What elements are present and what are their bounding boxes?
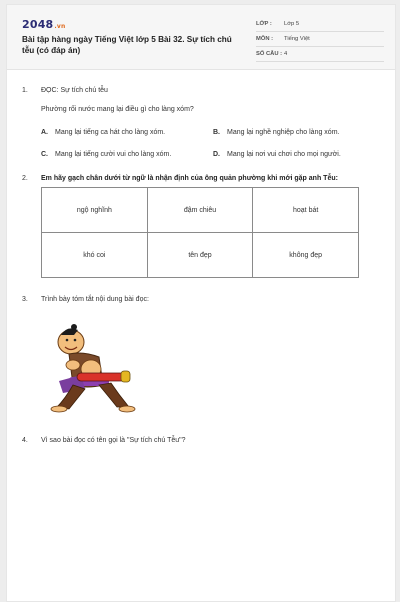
meta-subject-key: MÔN : — [256, 36, 274, 42]
meta-class — [256, 18, 384, 32]
word-cell[interactable]: khó coi — [42, 233, 148, 278]
question-2-number: 2. — [22, 175, 28, 182]
meta-subject-value: Tiếng Việt — [284, 36, 310, 42]
meta-count-value: 4 — [284, 51, 288, 57]
meta-subject — [256, 33, 384, 47]
option-d[interactable]: D. Mang lại nơi vui chơi cho mọi người. — [213, 151, 341, 158]
meta-class-value: Lớp 5 — [284, 21, 300, 27]
option-b[interactable]: B. Mang lại nghề nghiệp cho làng xóm. — [213, 129, 340, 136]
word-table-row — [42, 233, 359, 278]
meta-count-key: SỐ CÂU : — [256, 51, 283, 57]
question-4-number: 4. — [22, 437, 28, 444]
question-1-prompt: Phường rối nước mang lại điều gì cho làng xóm? — [41, 106, 194, 113]
worksheet-page — [6, 4, 396, 602]
worksheet-title: Bài tập hàng ngày Tiếng Việt lớp 5 Bài 32. Sự tích chú tễu (có đáp án) — [22, 35, 232, 55]
question-3-prompt: Trình bày tóm tắt nội dung bài đọc: — [41, 296, 149, 303]
question-4-prompt: Vì sao bài đọc có tên gọi là "Sự tích chú Tễu"? — [41, 437, 186, 444]
word-table — [41, 187, 359, 278]
question-3-number: 3. — [22, 296, 28, 303]
worksheet-header — [7, 5, 395, 70]
site-logo[interactable]: 2048.vn — [22, 18, 66, 31]
question-1-number: 1. — [22, 87, 28, 94]
meta-count — [256, 48, 384, 62]
chu-teu-puppet-illustration — [47, 323, 147, 415]
question-1-heading: ĐỌC: Sự tích chú tễu — [41, 87, 108, 94]
word-cell[interactable]: đậm chiêu — [147, 188, 253, 233]
word-cell[interactable]: không đẹp — [253, 233, 359, 278]
word-cell[interactable]: hoạt bát — [253, 188, 359, 233]
question-2-prompt: Em hãy gạch chân dưới từ ngữ là nhận định của ông quản phường khi mới gặp anh Tễu: — [41, 175, 338, 182]
word-cell[interactable]: ngộ nghĩnh — [42, 188, 148, 233]
option-a[interactable]: A. Mang lại tiếng ca hát cho làng xóm. — [41, 129, 166, 136]
meta-class-key: LỚP : — [256, 21, 272, 27]
word-table-row — [42, 188, 359, 233]
option-c[interactable]: C. Mang lại tiếng cười vui cho làng xóm. — [41, 151, 172, 158]
word-cell[interactable]: tên đẹp — [147, 233, 253, 278]
